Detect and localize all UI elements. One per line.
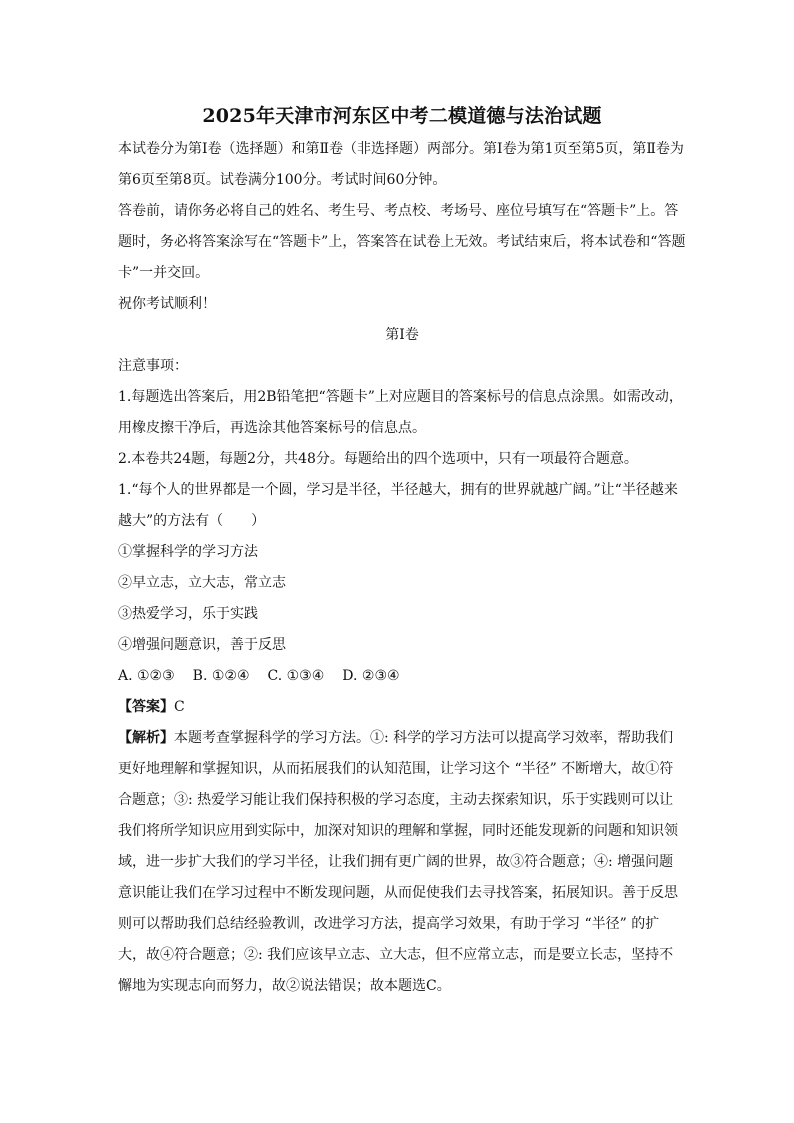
good-luck-line: 祝你考试顺利！ [118,296,216,312]
note-2: 2.本卷共24题，每题2分，共48分。每题给出的四个选项中，只有一项最符合题意。 [118,451,638,467]
option-a: A. ①②③ [118,668,175,684]
answer-label: 【答案】 [118,699,174,715]
statement-3: ③热爱学习，乐于实践 [118,606,258,622]
question-stem: 1.“每个人的世界都是一个圆，学习是半径，半径越大，拥有的世界就越广阔。”让“半径越来越大”的方法有（ ） [118,482,678,529]
option-b: B. ①②④ [192,668,250,684]
analysis-paragraph [118,723,686,1002]
answer-line [118,692,686,723]
option-c: C. ①③④ [267,668,325,684]
notes-title: 注意事项： [118,358,188,374]
note-1: 1.每题选出答案后，用2B铅笔把“答题卡”上对应题目的答案标号的信息点涂黑。如需改动，用橡皮擦干净后，再选涂其他答案标号的信息点。 [118,389,683,436]
document-title: 2025年天津市河东区中考二模道德与法治试题 [202,105,602,127]
option-d: D. ②③④ [342,668,400,684]
answer-value: C [174,699,185,715]
statement-2: ②早立志，立大志，常立志 [118,575,286,591]
page-content [118,102,686,1002]
analysis-text: 本题考查掌握科学的学习方法。①: 科学的学习方法可以提高学习效率，帮助我们更好地理解和掌握知识，从而拓展我们的认知范围，让学习这个 “半径” 不断增大，故①符合题意；③: 热爱学习能让我们保持积极的学习态度，主动去探索知识，乐于实践则可以让我们将所学知识应用到实际中，加深对知识的理解和掌握，同时还能发现新的问题和知识领域，进一步扩大我们的学习半径，让我们拥有更广阔的世界，故③符合题意；④: 增强问题意识能让我们在学习过程中不断发现问题，从而促使我们去寻找答案，拓展知识。善于反思则可以帮助我们总结经验教训，改进学习方法，提高学习效果，有助于学习 “半径” 的扩大，故④符合题意；②: 我们应该早立志、立大志，但不应常立志，而是要立长志，坚持不懈地为实现志向而努力，故②说法错误；故本题选C。 [118,730,678,994]
analysis-label: 【解析】 [118,730,174,746]
section-title: 第Ⅰ卷 [385,327,419,343]
intro-paragraph-1: 本试卷分为第Ⅰ卷（选择题）和第Ⅱ卷（非选择题）两部分。第Ⅰ卷为第1页至第5页，第Ⅱ卷为第6页至第8页。试卷满分100分。考试时间60分钟。 [118,141,684,188]
statement-1: ①掌握科学的学习方法 [118,544,258,560]
answer-options [118,661,686,692]
statement-4: ④增强问题意识，善于反思 [118,637,286,653]
intro-paragraph-2: 答卷前，请你务必将自己的姓名、考生号、考点校、考场号、座位号填写在“答题卡”上。答题时，务必将答案涂写在“答题卡”上，答案答在试卷上无效。考试结束后，将本试卷和“答题卡”一并交回。 [118,203,686,281]
